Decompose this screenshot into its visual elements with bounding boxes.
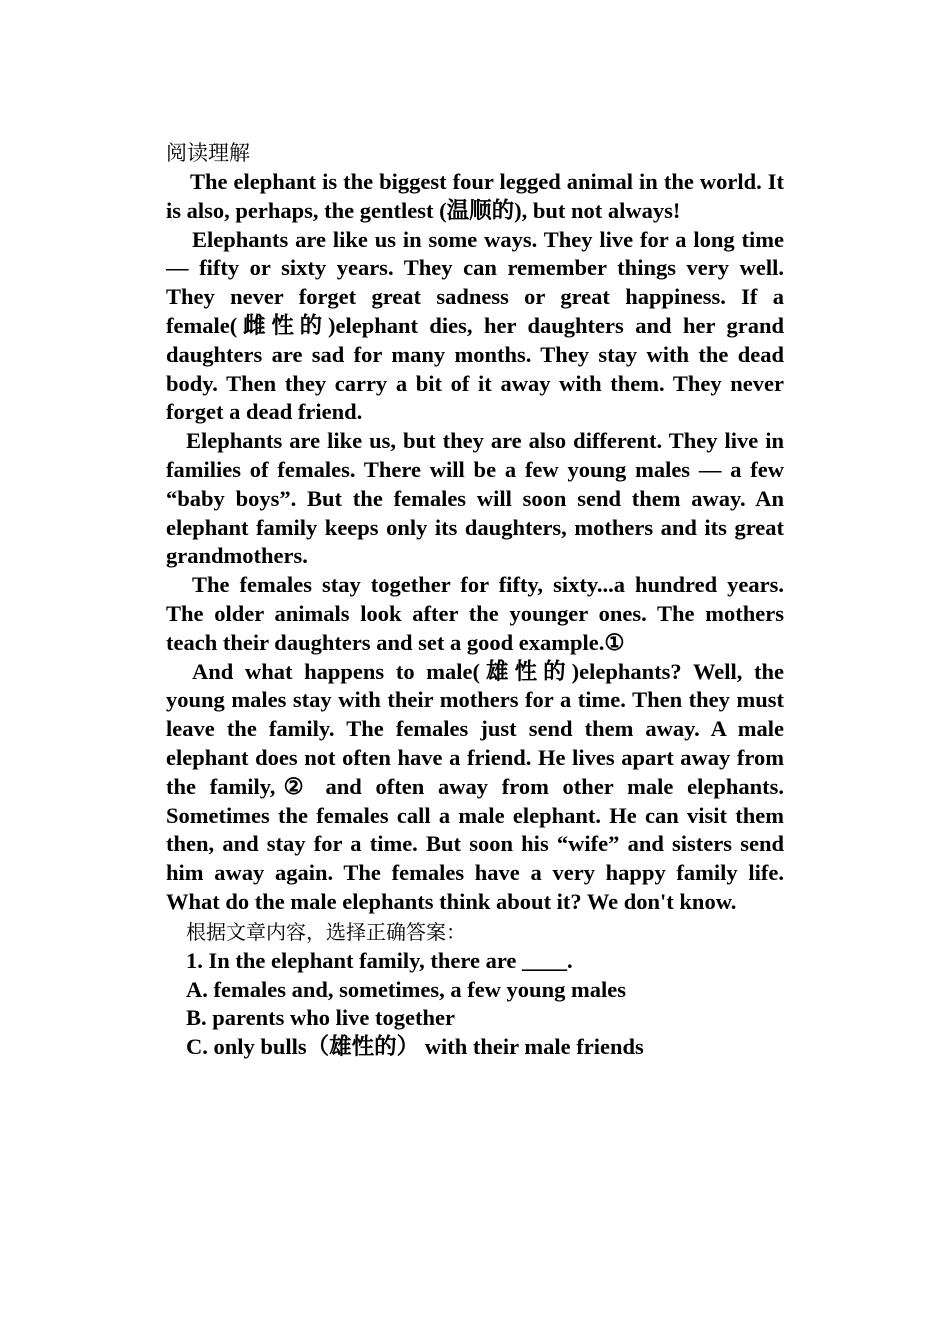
paragraph-2: Elephants are like us in some ways. They live for a long time — fifty or sixty years. They can remember things very well. They never forget great sadness or great happiness. If a female(雌性的)elephant dies, her daughters and her grand daughters are sad for many months. They stay with the dead body. Then they carry a bit of it away with them. They never forget a dead friend. [166, 226, 784, 425]
question-stem: 1. In the elephant family, there are ____. [186, 947, 573, 973]
answer-option-c: C. only bulls（雄性的） with their male friends [186, 1034, 644, 1060]
reading-document [166, 138, 784, 1062]
paragraph-3: Elephants are like us, but they are also different. They live in families of females. There will be a few young males — a few “baby boys”. But the females will soon send them away. An elephant family keeps only its daughters, mothers and its great grandmothers. [166, 428, 784, 569]
answer-option-a: A. females and, sometimes, a few young males [186, 976, 626, 1002]
paragraph-1: The elephant is the biggest four legged animal in the world. It is also, perhaps, the gentlest (温顺的), but not always! [166, 169, 784, 223]
paragraph-4: The females stay together for fifty, sixty...a hundred years. The older animals look after the younger ones. The mothers teach their daughters and set a good example.① [166, 572, 784, 655]
answer-option-b: B. parents who live together [186, 1005, 455, 1031]
question-instruction: 根据文章内容，选择正确答案： [186, 919, 466, 944]
paragraph-5: And what happens to male(雄性的)elephants? Well, the young males stay with their mothers for a time. Then they must leave the family. The females just send them away. A male elephant does not often have a friend. He lives apart away from the family,② and often away from other male elephants. Sometimes the females call a male elephant. He can visit them then, and stay for a time. But soon his “wife” and sisters send him away again. The females have a very happy family life. What do the male elephants think about it? We don't know. [166, 658, 784, 914]
section-heading: 阅读理解 [166, 141, 250, 165]
